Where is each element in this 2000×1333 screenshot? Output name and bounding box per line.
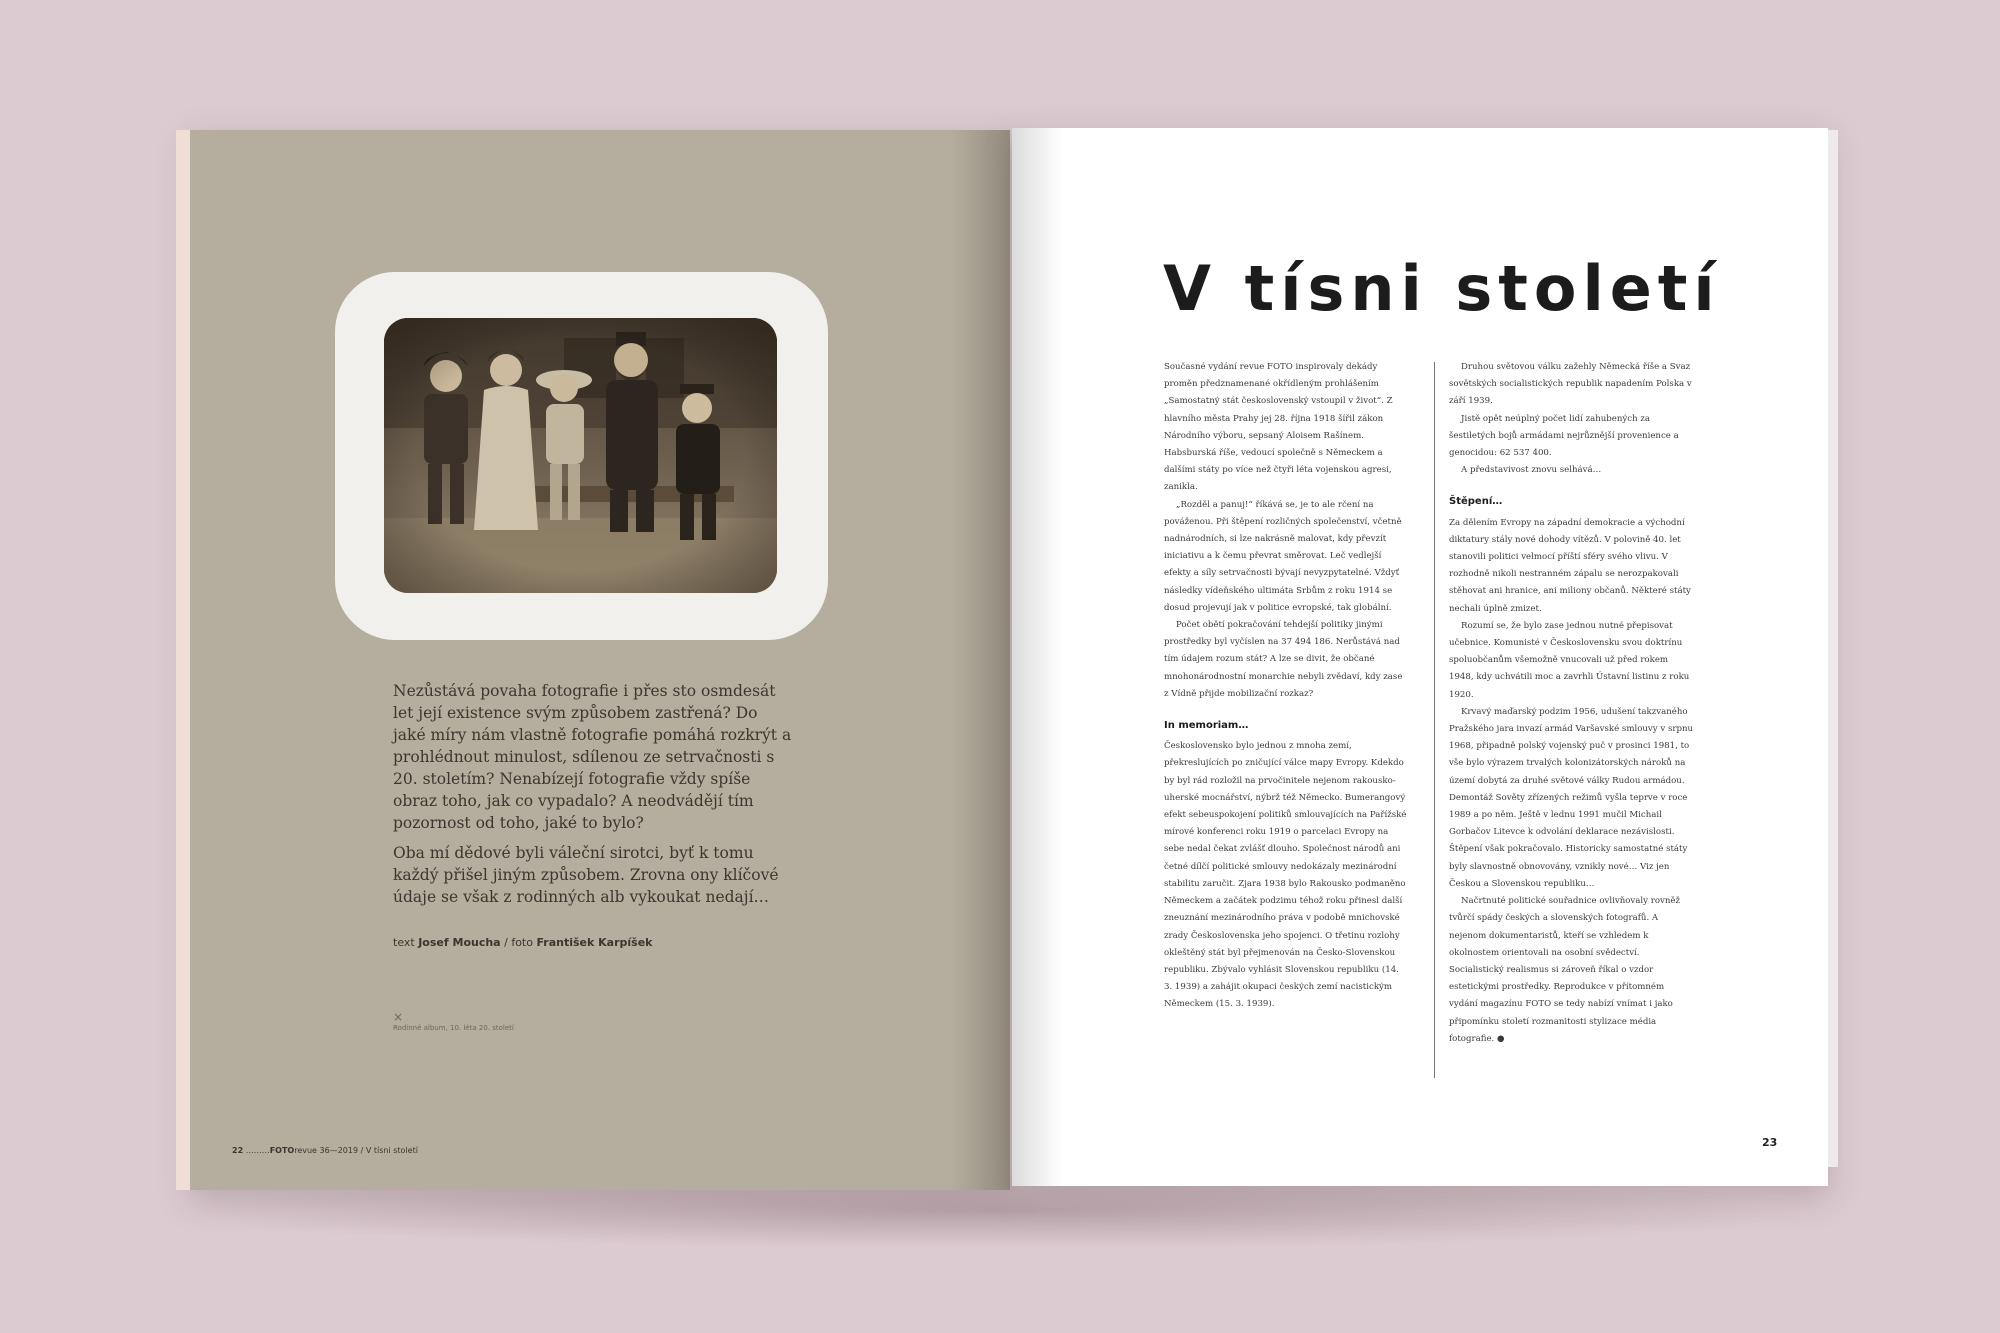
body-paragraph: A představivost znovu selhává… [1461, 465, 1602, 476]
folio-section: / V tísni století [360, 1146, 418, 1155]
left-page-number: 22 [232, 1146, 244, 1155]
caption-mark-icon: × [393, 1010, 404, 1024]
photo-caption: Rodinné album, 10. léta 20. století [393, 1024, 514, 1032]
byline [393, 936, 653, 949]
body-paragraph: Počet obětí pokračování tehdejší politiky jinými prostředky byl vyčíslen na 37 494 186. Nerůstává nad tím údajem rozum stát? A lze se divit, že občané mnohonárodnostní monarchie nebyli zvědaví, kdy zase z Vídně přijde mobilizační rozkaz? [1164, 620, 1403, 699]
byline-text-label: text [393, 936, 415, 949]
body-paragraph: Současné vydání revue FOTO inspirovaly dekády proměn předznamenané okřídleným prohlášením „Samostatný stát československý vstoupil v život“. Z hlavního města Prahy jej 28. října 1918 šířil zákon Národního výboru, sepsaný Aloisem Rašínem. Habsburská říše, vedoucí společně s Německem a dalšími státy po více než čtyři léta vojenskou agresi, zanikla. [1164, 362, 1393, 493]
body-paragraph: Druhou světovou válku zažehly Německá říše a Svaz sovětských socialistických republik napadením Polska v září 1939. [1449, 362, 1692, 407]
folio-magazine: FOTO [269, 1146, 295, 1155]
subheading: Štěpení… [1449, 496, 1503, 508]
article-title: V tísni století [1163, 252, 1721, 325]
right-page-number: 23 [1762, 1136, 1778, 1149]
family-photograph [384, 318, 777, 593]
body-paragraph: Jistě opět neúplný počet lidí zahubených za šestiletých bojů armádami nejrůznější provenience a genocidou: 62 537 400. [1449, 413, 1679, 459]
lead-text [393, 680, 793, 916]
left-folio [232, 1146, 418, 1155]
body-paragraph: „Rozděl a panuj!“ říkává se, je to ale rčení na pováženou. Při štěpení rozličných společenství, včetně nadnárodních, si lze nakrásně malovat, kdy převzít iniciativu a k čemu převrat směrovat. Leč vedlejší efekty a síly setrvačnosti bývají nevyzpytatelné. Vždyť následky vídeňského ultimáta Srbům z roku 1914 se dosud projevují jak v politice evropské, tak globální. [1164, 499, 1402, 613]
byline-author: Josef Moucha [418, 936, 501, 949]
body-paragraph: Za dělením Evropy na západní demokracie a východní diktatury stály nové dohody vítězů. V polovině 40. let stanovili politici velmocí příští sféry svého vlivu. V rozhodně nikoli nestranném zápalu se nerozpakovali stěhovat ani hranice, ani miliony občanů. Některé státy nechali úplně zmizet. [1449, 517, 1691, 614]
body-paragraph: Krvavý maďarský podzim 1956, udušení takzvaného Pražského jara invazí armád Varšavské smlouvy v srpnu 1968, připadně polský vojenský puč v prosinci 1981, to vše bylo výrazem trvalých kolonizátorských nároků na území dobytá za druhé světové války Rudou armádou. Demontáž Sověty zřízených režimů vyšla teprve v roce 1989 a po něm. Ještě v lednu 1991 mučil Michail Gorbačov Litevce k odvolání deklarace nezávislosti. Štěpení však pokračovalo. Historicky samostatné státy byly slavnostně obnovovány, vznikly nové… Viz jen Českou a Slovenskou republiku… [1449, 706, 1694, 889]
subheading: In memoriam… [1164, 720, 1249, 732]
folio-leader: ……… [245, 1146, 270, 1155]
column-divider [1434, 362, 1435, 1078]
lead-paragraph-2: Oba mí dědové byli váleční sirotci, byť k tomu každý přišel jiným způsobem. Zrovna ony klíčové údaje se však z rodinných alb vykoukat nedají… [393, 844, 779, 906]
byline-separator: / [504, 936, 508, 949]
byline-foto-label: foto [511, 936, 533, 949]
family-photograph-illustration [384, 318, 777, 593]
body-paragraph: Rozumí se, že bylo zase jednou nutné přepisovat učebnice. Komunisté v Československu svou doktrínu spoluobčanům všemožně vnucovali už před rokem 1948, kdy uchvátili moc a zavrhli Ústavní listinu z roku 1920. [1449, 620, 1690, 700]
text-column-1 [1164, 359, 1409, 1014]
body-paragraph: Československo bylo jednou z mnoha zemí, překreslujících po zničující válce mapy Evropy. Kdekdo by byl rád rozložil na prvočinitele nejenom rakousko-uherské mocnářství, nýbrž též Německo. Bumerangový efekt sebeuspokojení politiků smlouvajících na Pařížské mírové konferenci roku 1919 o parcelaci Evropy na sebe nedal čekat zvlášť dlouho. Společnost národů ani četné dílčí politické smlouvy nedokázaly mezinárodní stabilitu zaručit. Zjara 1938 bylo Rakousko podmaněno Německem a začátek podzimu téhož roku přinesl další zneuznání mezinárodního práva v podobě mnichovské zrady Československa jeho spojenci. O třetinu rozlohy okleštěný stát byl přejmenován na Česko-Slovenskou republiku. Zbývalo vyhlásit Slovenskou republiku (14. 3. 1939) a zahájit okupaci českých zemí nacistickým Německem (15. 3. 1939). [1164, 741, 1407, 1010]
byline-photographer: František Karpíšek [536, 936, 653, 949]
text-column-2 [1449, 359, 1694, 1048]
body-paragraph: Načrtnuté politické souřadnice ovlivňovaly rovněž tvůrčí spády českých a slovenských fotografů. A nejenom dokumentaristů, kteří se vzhledem k okolnostem orientovali na osobní svědectví. Socialistický realismus si zároveň říkal o vzdor estetickými prostředky. Reprodukce v přítomném vydání magazínu FOTO se tedy nabízí vnímat i jako připomínku století rozmanitosti stylizace média fotografie. ● [1449, 896, 1681, 1044]
lead-paragraph-1: Nezůstává povaha fotografie i přes sto osmdesát let její existence svým způsobem zastřená? Do jaké míry nám vlastně fotografie pomáhá rozkrýt a prohlédnout minulost, sdílenou ze setrvačnosti s 20. stoletím? Nenabízejí fotografie vždy spíše obraz toho, jak co vypadalo? A neodvádějí tím pozornost od toho, jaké to bylo? [393, 682, 792, 832]
folio-issue: revue 36—2019 [294, 1146, 359, 1155]
